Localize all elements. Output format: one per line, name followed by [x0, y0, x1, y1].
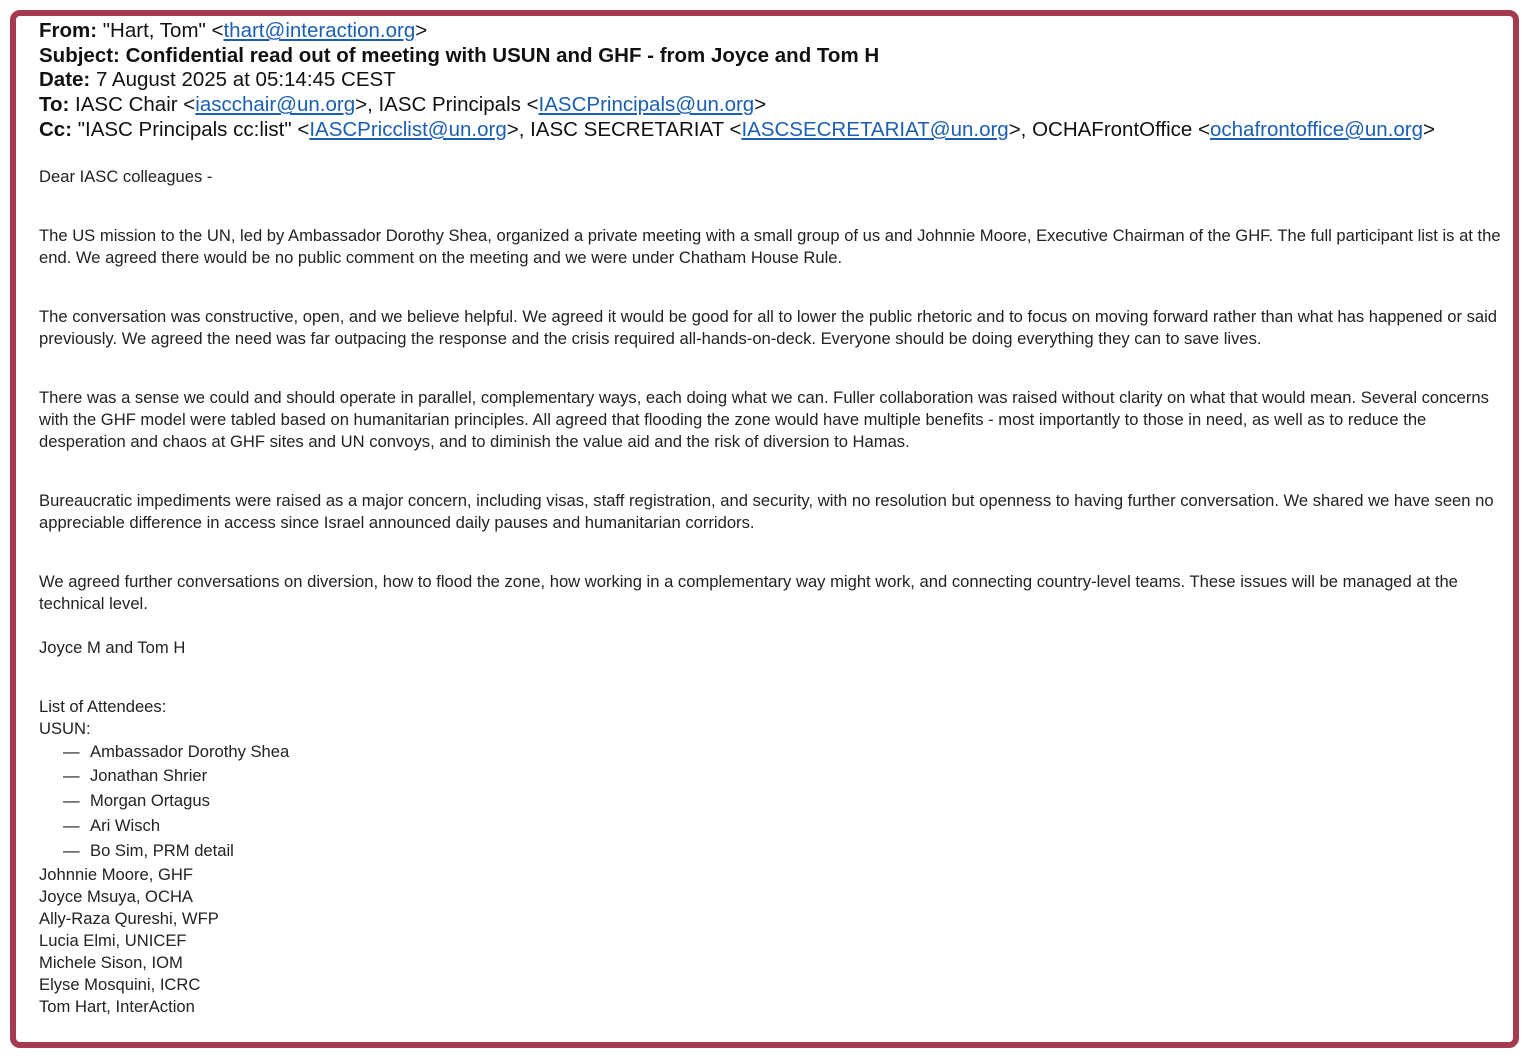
usun-attendee-list: [39, 740, 1505, 864]
list-item: — Ambassador Dorothy Shea: [39, 740, 1505, 765]
list-item: Joyce Msuya, OCHA: [39, 886, 193, 906]
cc-email-link-pricclist[interactable]: IASCPricclist@un.org: [309, 117, 507, 141]
list-item: Lucia Elmi, UNICEF: [39, 930, 187, 950]
dash-bullet: —: [63, 741, 80, 761]
usun-label: USUN:: [39, 718, 91, 738]
email-content: [39, 19, 1505, 1018]
to-email-link-iascchair[interactable]: iascchair@un.org: [195, 93, 356, 117]
dash-bullet: —: [63, 815, 80, 835]
paragraph-2: The conversation was constructive, open, and we believe helpful. We agreed it would be good for all to lower the public rhetoric and to focus on moving forward rather than what has happened or said previously. We agreed the need was far outpacing the response and the crisis required all-hands-on-deck. Everyone should be doing everything they can to save lives.: [39, 306, 1498, 348]
list-item: Johnnie Moore, GHF: [39, 864, 194, 884]
cc-email-link-secretariat[interactable]: IASCSECRETARIAT@un.org: [741, 117, 1009, 141]
other-attendee-list: [39, 864, 1505, 1018]
paragraph-4: Bureaucratic impediments were raised as a major concern, including visas, staff registration, and security, with no resolution but openness to having further conversation. We shared we have seen no appreciable difference in access since Israel announced daily pauses and humanitarian corridors.: [39, 490, 1494, 532]
greeting: Dear IASC colleagues -: [39, 166, 213, 186]
paragraph-1: The US mission to the UN, led by Ambassador Dorothy Shea, organized a private meeting with a small group of us and Johnnie Moore, Executive Chairman of the GHF. The full participant list is at the end. We agreed there would be no public comment on the meeting and we were under Chatham House Rule.: [39, 225, 1501, 267]
list-item: Ally-Raza Qureshi, WFP: [39, 908, 219, 928]
subject-line: Subject: Confidential read out of meeting with USUN and GHF - from Joyce and Tom H: [39, 43, 880, 67]
signoff: Joyce M and Tom H: [39, 637, 186, 657]
email-frame: [10, 10, 1519, 1048]
paragraph-3: There was a sense we could and should operate in parallel, complementary ways, each doing what we can. Fuller collaboration was raised without clarity on what that would mean. Several concerns with the GHF model were tabled based on humanitarian principles. All agreed that flooding the zone would have multiple benefits - most importantly to those in need, as well as to reduce the desperation and chaos at GHF sites and UN convoys, and to diminish the value aid and the risk of diversion to Hamas.: [39, 387, 1489, 451]
date-line: Date: 7 August 2025 at 05:14:45 CEST: [39, 68, 396, 92]
to-email-link-principals[interactable]: IASCPrincipals@un.org: [538, 93, 755, 117]
dash-bullet: —: [63, 791, 80, 811]
dash-bullet: —: [63, 840, 80, 860]
cc-email-link-ochafrontoffice[interactable]: ochafrontoffice@un.org: [1210, 117, 1424, 141]
list-item: Elyse Mosquini, ICRC: [39, 974, 201, 994]
attendees-title: List of Attendees:: [39, 696, 167, 716]
email-body: [39, 166, 1505, 1018]
to-line: To: IASC Chair <iascchair@un.org>, IASC Principals <IASCPrincipals@un.org>: [39, 93, 767, 117]
list-item: — Ari Wisch: [39, 814, 1505, 839]
paragraph-5: We agreed further conversations on diversion, how to flood the zone, how working in a complementary way might work, and connecting country-level teams. These issues will be managed at the technical level.: [39, 571, 1458, 613]
cc-line: Cc: "IASC Principals cc:list" <IASCPricclist@un.org>, IASC SECRETARIAT <IASCSECRETARIAT@un.org>, OCHAFrontOffice <ochafrontoffice@un.org>: [39, 117, 1436, 141]
dash-bullet: —: [63, 766, 80, 786]
from-email-link[interactable]: thart@interaction.org: [223, 19, 416, 42]
list-item: — Morgan Ortagus: [39, 789, 1505, 814]
list-item: Michele Sison, IOM: [39, 952, 183, 972]
list-item: — Jonathan Shrier: [39, 764, 1505, 789]
list-item: Tom Hart, InterAction: [39, 996, 195, 1016]
list-item: — Bo Sim, PRM detail: [39, 839, 1505, 864]
from-line: From: "Hart, Tom" <thart@interaction.org>: [39, 19, 428, 42]
